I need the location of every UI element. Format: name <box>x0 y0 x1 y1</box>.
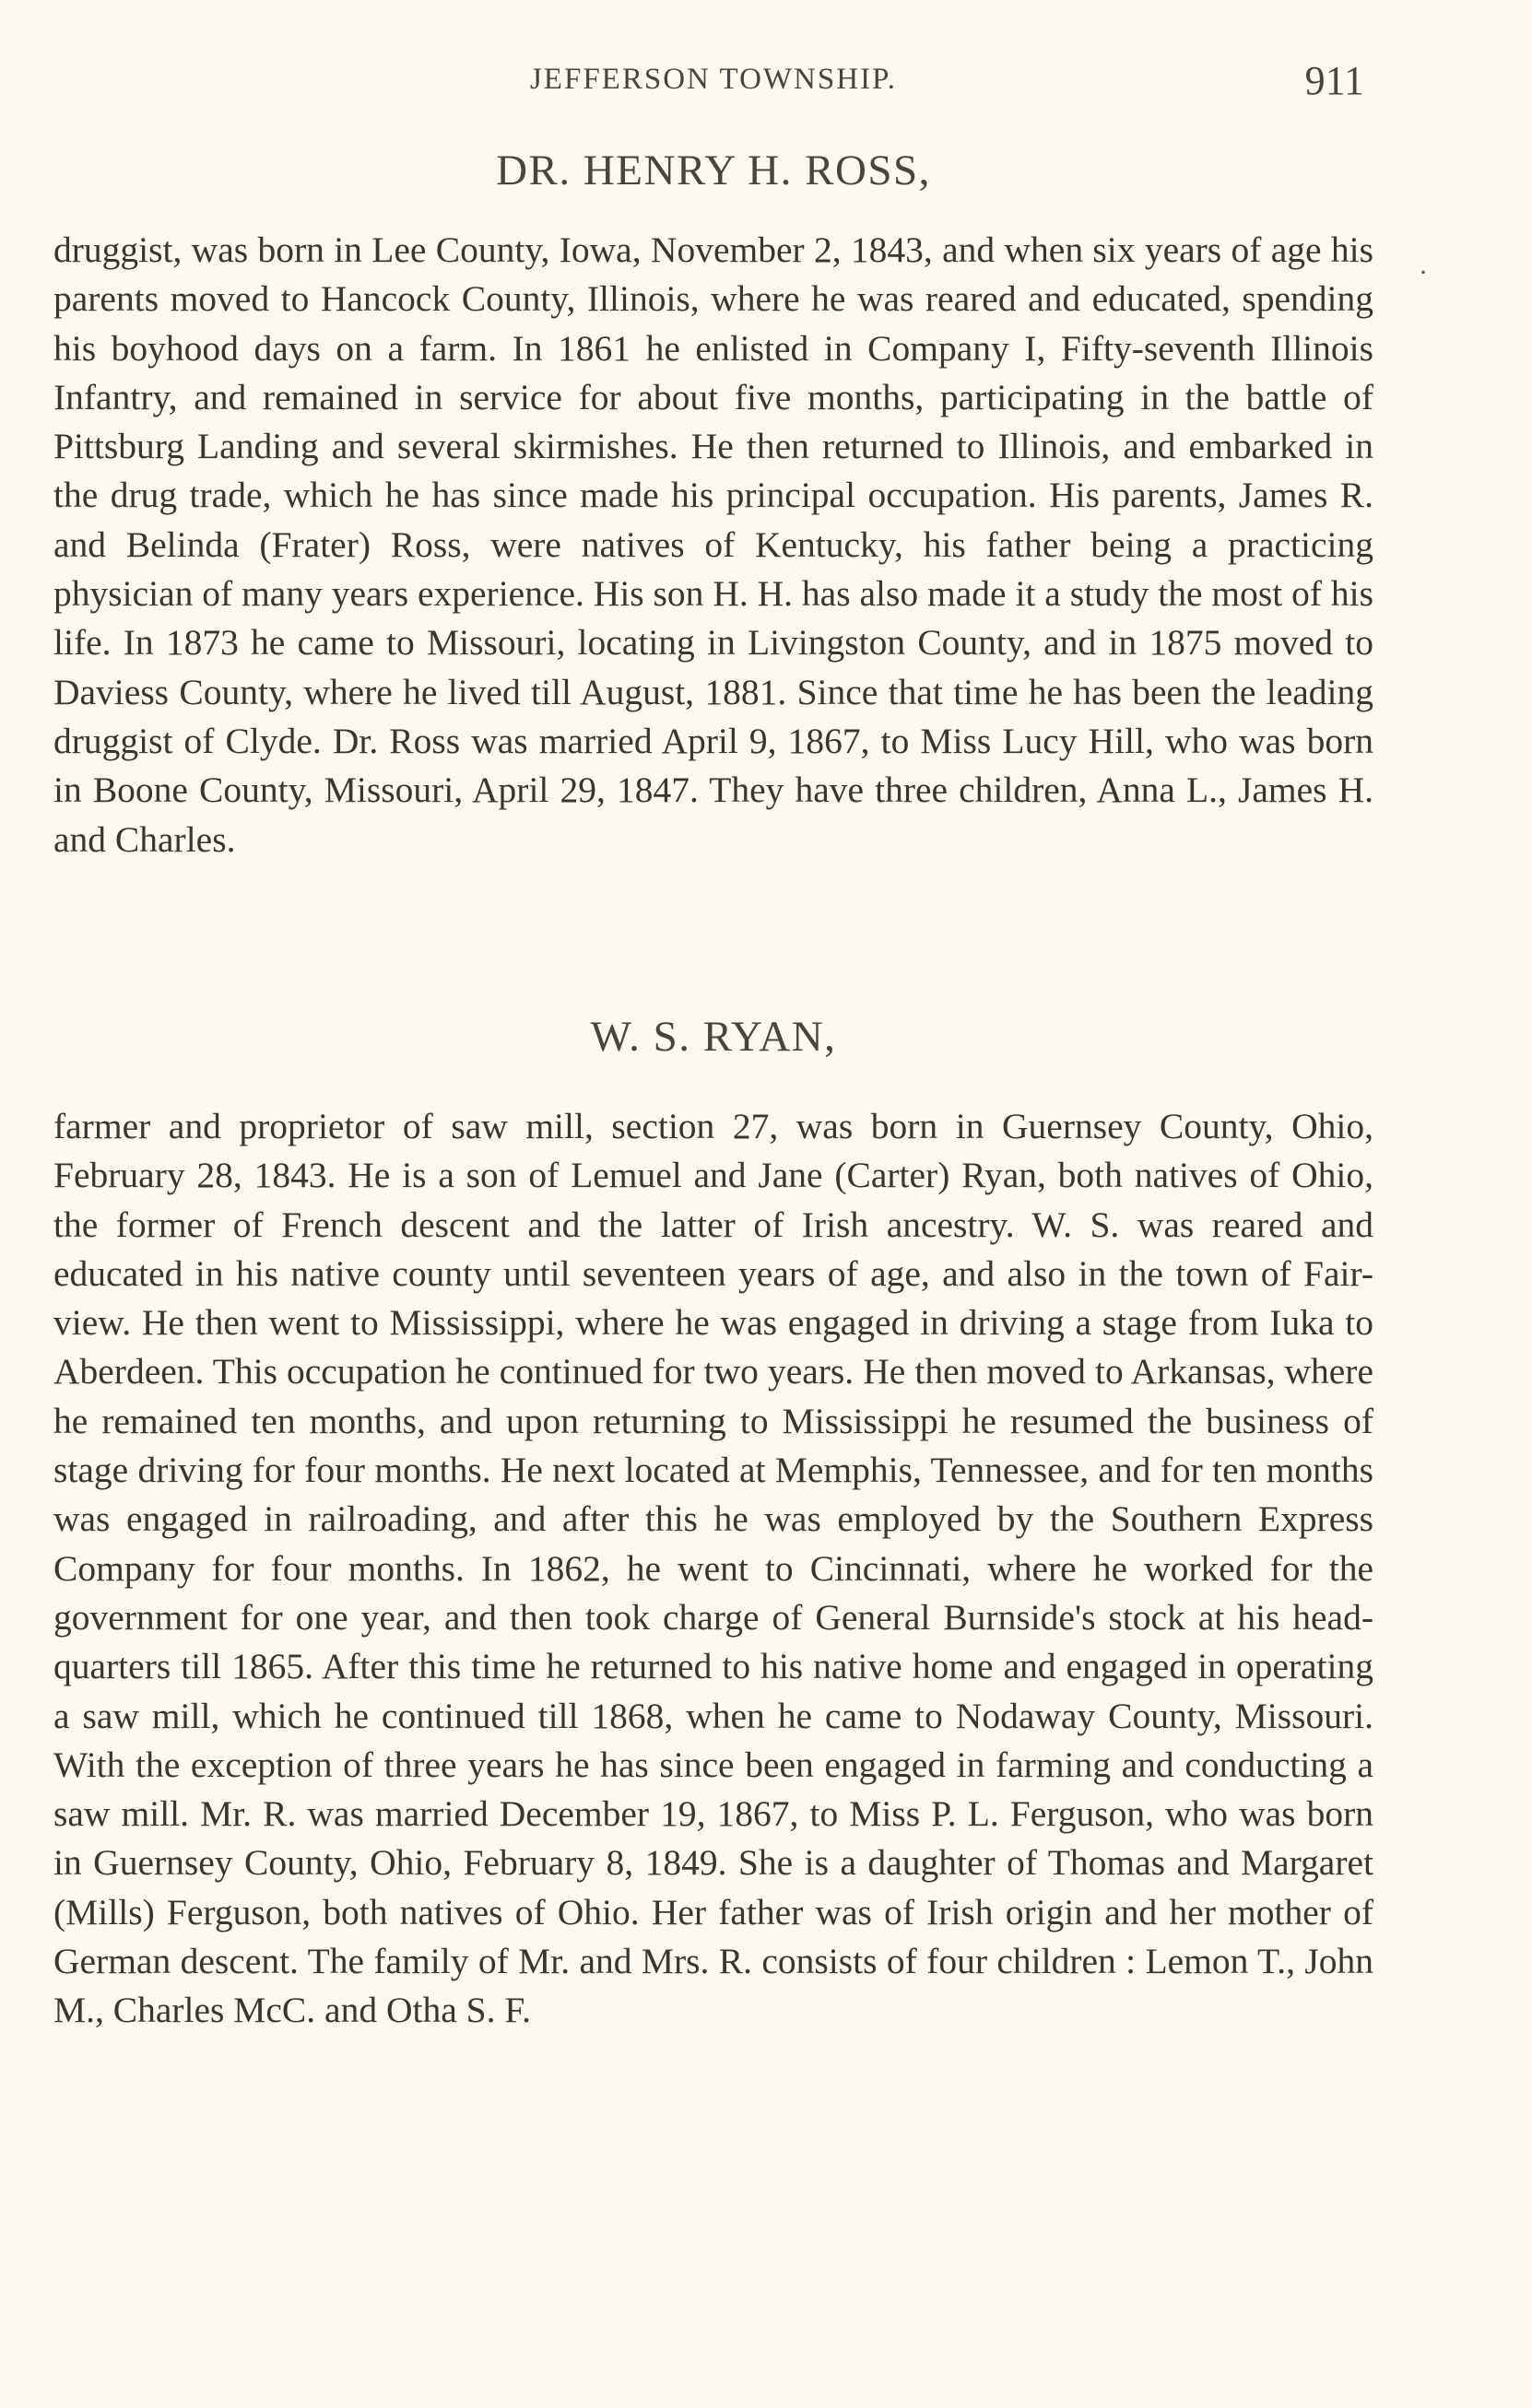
running-head <box>53 57 1373 112</box>
entry-text-ryan: farmer and proprietor of saw mill, section 27, was born in Guernsey County, Ohio, February 28, 1843. He is a son of Lemuel and Jane (Carter) Ryan, both natives of Ohio, the former of French descent and the latter of Irish ancestry. W. S. was reared and educated in his native county until seventeen years of age, and also in the town of Fair-view. He then went to Mississippi, where he was engaged in driving a stage from Iuka to Aberdeen. This occupation he continued for two years. He then moved to Arkansas, where he remained ten months, and upon returning to Mississippi he resumed the business of stage driving for four months. He next located at Memphis, Tennessee, and for ten months was engaged in railroading, and after this he was employed by the Southern Express Company for four months. In 1862, he went to Cincinnati, where he worked for the government for one year, and then took charge of General Burnside's stock at his head-quarters till 1865. After this time he returned to his native home and engaged in operating a saw mill, which he continued till 1868, when he came to Nodaway County, Missouri. With the exception of three years he has since been engaged in farming and conducting a saw mill. Mr. R. was married December 19, 1867, to Miss P. L. Ferguson, who was born in Guernsey County, Ohio, February 8, 1849. She is a daughter of Thomas and Margaret (Mills) Ferguson, both natives of Ohio. Her father was of Irish origin and her mother of German descent. The family of Mr. and Mrs. R. consists of four children : Lemon T., John M., Charles McC. and Otha S. F. <box>53 1106 1373 2031</box>
running-title: JEFFERSON TOWNSHIP. <box>529 63 898 96</box>
entry-heading-ryan: W. S. RYAN, <box>590 1013 837 1061</box>
entry-heading-ross: DR. HENRY H. ROSS, <box>496 147 931 194</box>
margin-mark: . <box>1420 247 1427 280</box>
entry-text-ross: druggist, was born in Lee County, Iowa, November 2, 1843, and when six years of age his parents moved to Hancock County, Illinois, where he was reared and educated, spending his boyhood days on a farm. In 1861 he enlisted in Company I, Fifty-seventh Illinois Infantry, and remained in service for about five months, participating in the battle of Pittsburg Landing and several skirmishes. He then returned to Illinois, and embarked in the drug trade, which he has since made his principal occupation. His parents, James R. and Belinda (Frater) Ross, were natives of Kentucky, his father being a practicing physician of many years experience. His son H. H. has also made it a study the most of his life. In 1873 he came to Missouri, locating in Livingston County, and in 1875 moved to Daviess County, where he lived till August, 1881. Since that time he has been the leading druggist of Clyde. Dr. Ross was married April 9, 1867, to Miss Lucy Hill, who was born in Boone County, Missouri, April 29, 1847. They have three children, Anna L., James H. and Charles. <box>53 229 1373 860</box>
page-number: 911 <box>1304 58 1364 103</box>
